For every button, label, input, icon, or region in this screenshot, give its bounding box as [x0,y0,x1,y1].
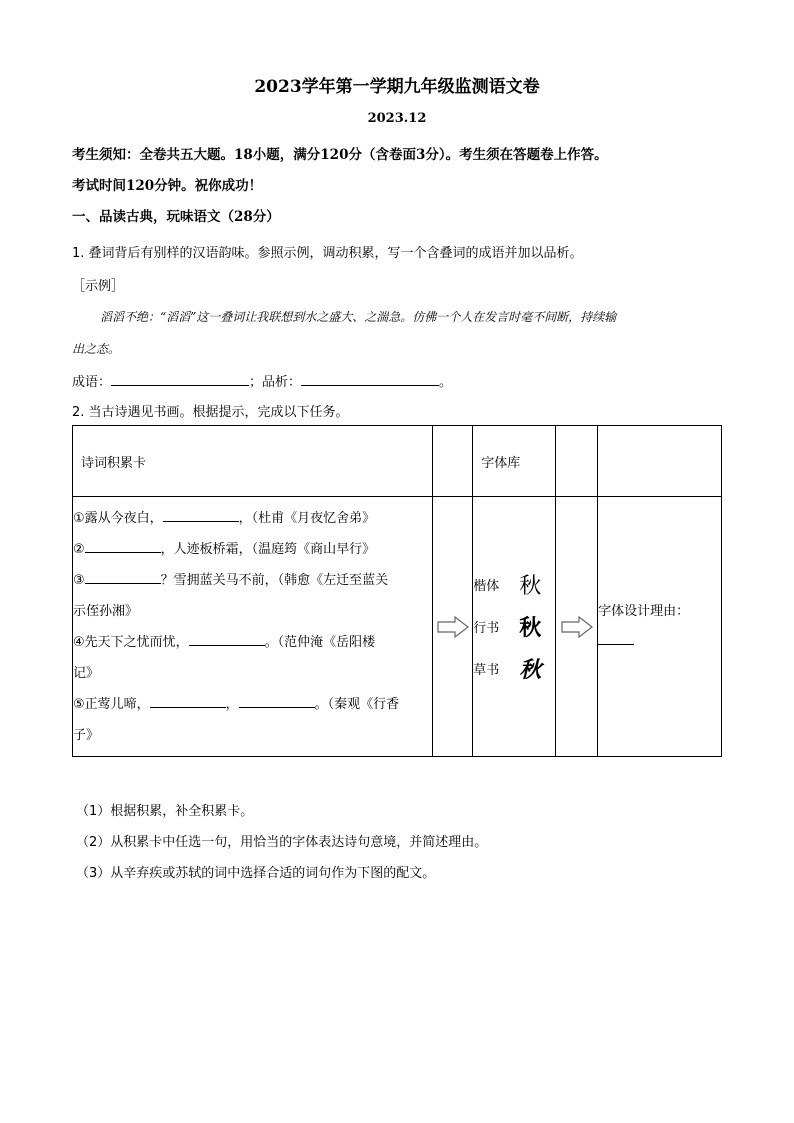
header-empty-2 [556,426,598,497]
arrow-cell-1 [433,497,473,757]
notice-line-1: 考生须知：全卷共五大题。18小题，满分120分（含卷面3分）。考生须在答题卷上作答。 [72,147,608,163]
font-row-xingshu: 行书 秋 [473,606,555,648]
poem-blank-4[interactable] [189,633,265,646]
analysis-label: ；品析： [249,375,302,390]
poem-line-5: ⑤正莺儿啼， ， 。（秦观《行香 [73,696,400,712]
notice-line-2: 考试时间120分钟。祝你成功！ [72,178,263,194]
example-text-line-2: 出之态。 [72,342,121,356]
poem-line-5-cont: 子》 [73,727,100,743]
question-1-prompt: 1. 叠词背后有别样的汉语韵味。参照示例，调动积累，写一个含叠词的成语并加以品析。 [72,246,583,261]
font-row-kaiti: 楷体 秋 [473,564,555,606]
analysis-blank[interactable] [301,373,439,386]
poem-blank-1[interactable] [163,509,239,522]
font-row-caoshu: 草书 秋 [473,648,555,690]
idiom-blank[interactable] [111,373,249,386]
right-arrow-icon [437,616,469,638]
idiom-label: 成语： [72,375,112,390]
answer-end-mark: 。 [439,375,453,390]
page-title: 2023学年第一学期九年级监测语文卷 [254,77,540,97]
header-font-library: 字体库 [473,426,556,497]
right-arrow-icon [561,616,593,638]
header-empty-1 [433,426,473,497]
exam-date: 2023.12 [367,111,427,126]
font-library-cell [473,497,556,757]
xingshu-glyph: 秋 [519,615,542,641]
poem-blank-5[interactable] [150,695,226,708]
poem-table [72,425,722,757]
poem-blank-3[interactable] [85,571,161,584]
poem-line-1: ①露从今夜白， ，（杜甫《月夜忆舍弟》 [73,510,376,526]
design-reason-cell [598,497,722,757]
kaiti-glyph: 秋 [519,574,542,599]
header-poem-card: 诗词积累卡 [73,426,433,497]
question-2-prompt: 2. 当古诗遇见书画。根据提示，完成以下任务。 [72,405,349,420]
example-label: ［示例］ [72,279,125,294]
arrow-cell-2 [556,497,598,757]
poem-line-4-cont: 记》 [73,665,100,681]
design-reason-blank[interactable] [598,632,634,645]
header-empty-3 [598,426,722,497]
answer-line [72,371,452,390]
sub-question-3: （3）从辛弃疾或苏轼的词中选择合适的词句作为下图的配文。 [76,866,436,881]
caoshu-glyph: 秋 [519,658,542,683]
poem-blank-2[interactable] [85,540,161,553]
sub-question-1: （1）根据积累，补全积累卡。 [76,804,254,819]
poem-lines-cell [73,497,433,757]
poem-blank-6[interactable] [239,695,315,708]
poem-line-2: ② ，人迹板桥霜，（温庭筠《商山早行》 [73,541,376,557]
poem-line-3: ③ ？雪拥蓝关马不前，（韩愈《左迁至蓝关 [73,572,389,588]
poem-line-4: ④先天下之忧而忧， 。（范仲淹《岳阳楼 [73,634,376,650]
poem-line-3-cont: 示侄孙湘》 [73,603,139,619]
design-reason-label: 字体设计理由： [598,603,690,619]
section-heading: 一、品读古典，玩味语文（28分） [72,209,280,225]
example-text-line-1: 滔滔不绝：“滔滔”这一叠词让我联想到水之盛大、之湍急。仿佛一个人在发言时毫不间断，持续输 [100,310,617,324]
sub-question-2: （2）从积累卡中任选一句，用恰当的字体表达诗句意境，并简述理由。 [76,835,488,850]
